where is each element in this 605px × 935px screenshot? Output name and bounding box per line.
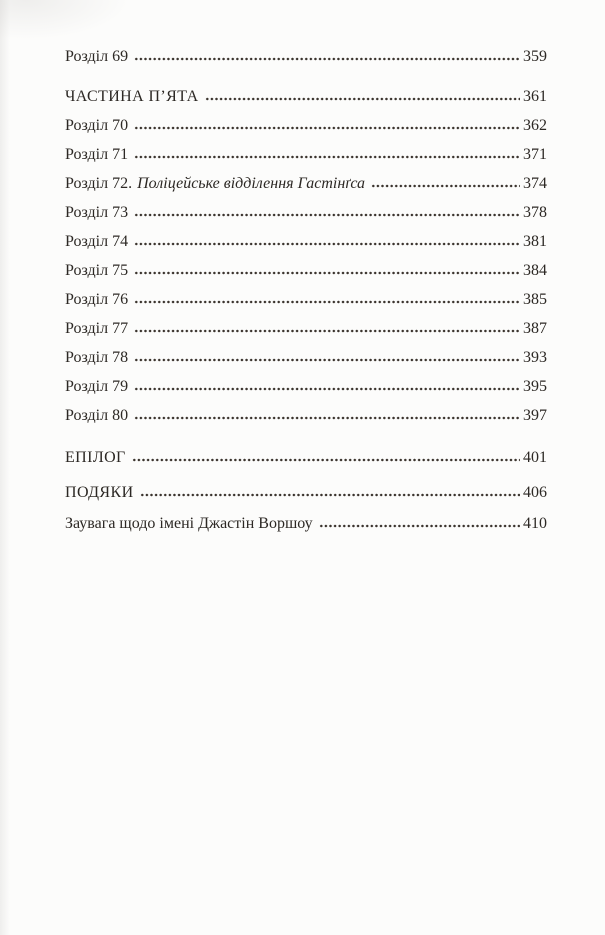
dot-leader [132, 458, 520, 462]
toc-entry [65, 447, 547, 469]
toc-entry-page: 361 [523, 88, 547, 105]
toc-entry [65, 260, 547, 282]
dot-leader [134, 271, 520, 275]
toc-entry-page: 362 [523, 117, 547, 134]
toc-entry [65, 202, 547, 224]
toc-entry-page: 359 [523, 48, 547, 65]
dot-leader [140, 493, 520, 497]
toc-entry-page: 378 [523, 204, 547, 221]
toc-entry-page: 371 [523, 146, 547, 163]
toc-entry-label: Розділ 78 [65, 349, 129, 366]
toc-entry-page: 387 [523, 320, 547, 337]
dot-leader [134, 300, 520, 304]
toc-entry-label: Розділ 74 [65, 233, 129, 250]
toc-entry [65, 115, 547, 137]
toc-entry-page: 381 [523, 233, 547, 250]
toc-entry [65, 376, 547, 398]
toc-entry [65, 86, 547, 108]
toc-entry-label: Розділ 69 [65, 48, 129, 65]
dot-leader [134, 329, 520, 333]
toc-entry-label: Розділ 80 [65, 407, 129, 424]
toc-entry-label: ЧАСТИНА П’ЯТА [65, 88, 199, 105]
toc-entry-label: Розділ 79 [65, 378, 129, 395]
toc-entry [65, 405, 547, 427]
toc-entry-page: 397 [523, 407, 547, 424]
toc-entry-label: Заувага щодо імені Джастін Воршоу [65, 515, 313, 532]
dot-leader [134, 126, 520, 130]
toc-entry-label: Розділ 73 [65, 204, 129, 221]
dot-leader [134, 416, 520, 420]
toc-entry-page: 395 [523, 378, 547, 395]
toc-entry-subtitle: Поліцейське відділення Гастінґса [137, 175, 366, 192]
toc-entry-label: Розділ 76 [65, 291, 129, 308]
toc-entry [65, 173, 547, 195]
toc-entry-page: 401 [523, 449, 547, 466]
dot-leader [134, 57, 520, 61]
toc-entry-label: Розділ 77 [65, 320, 129, 337]
dot-leader [134, 213, 520, 217]
toc-entry [65, 513, 547, 535]
toc-entry-label: ПОДЯКИ [65, 484, 134, 501]
dot-leader [134, 358, 520, 362]
toc-entry-label: Розділ 75 [65, 262, 129, 279]
toc-entry [65, 46, 547, 68]
toc-entry-page: 384 [523, 262, 547, 279]
dot-leader [205, 97, 520, 101]
toc-entry [65, 347, 547, 369]
dot-leader [134, 155, 520, 159]
toc-entry-page: 385 [523, 291, 547, 308]
toc-entry [65, 289, 547, 311]
toc-entry-page: 410 [523, 515, 547, 532]
dot-leader [319, 524, 520, 528]
toc-entry-label: Розділ 72. [65, 175, 133, 192]
toc-entry-label: ЕПІЛОГ [65, 449, 126, 466]
toc-entry-page: 374 [523, 175, 547, 192]
toc-entry-page: 406 [523, 484, 547, 501]
toc-entry [65, 318, 547, 340]
toc-entry [65, 231, 547, 253]
toc-entry-page: 393 [523, 349, 547, 366]
toc-entry-label: Розділ 71 [65, 146, 129, 163]
dot-leader [371, 184, 520, 188]
dot-leader [134, 242, 520, 246]
dot-leader [134, 387, 520, 391]
toc-entry [65, 144, 547, 166]
toc-entry-label: Розділ 70 [65, 117, 129, 134]
toc-entry [65, 482, 547, 504]
